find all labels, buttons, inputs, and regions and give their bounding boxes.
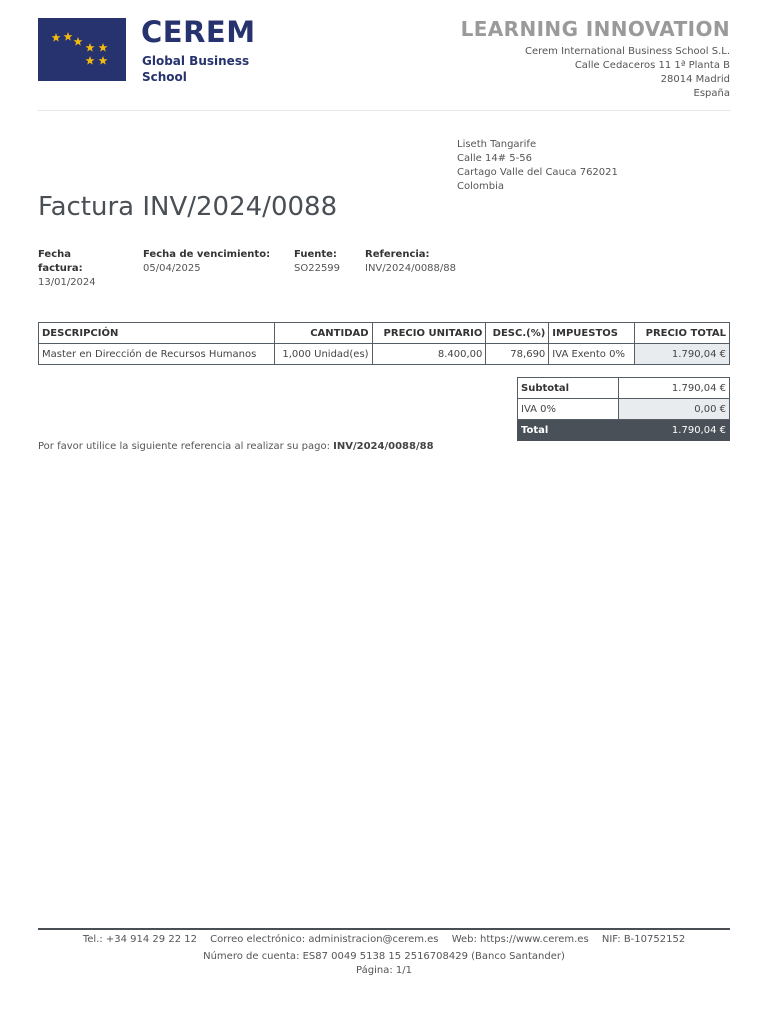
brand-subtitle	[142, 53, 249, 85]
footer-page-number: Página: 1/1	[356, 965, 412, 976]
payment-reference: INV/2024/0088/88	[333, 441, 434, 452]
brand-subtitle-line-2: School	[142, 70, 187, 84]
meta-label: Fecha factura:	[38, 249, 83, 274]
company-line: Calle Cedaceros 11 1ª Planta B	[574, 60, 730, 71]
brand-name: CEREM	[141, 15, 256, 49]
company-address	[525, 45, 730, 101]
customer-line: Liseth Tangarife	[457, 139, 537, 150]
tax-row	[518, 399, 730, 420]
meta-due-date	[143, 248, 283, 276]
col-header-taxes: IMPUESTOS	[549, 323, 635, 344]
col-header-discount: DESC.(%)	[486, 323, 549, 344]
meta-label: Referencia:	[365, 249, 430, 260]
company-line: 28014 Madrid	[660, 74, 730, 85]
meta-value: SO22599	[294, 263, 341, 274]
logo-emblem	[38, 18, 126, 81]
invoice-title: Factura INV/2024/0088	[38, 192, 338, 222]
table-header-row	[39, 323, 730, 344]
brand-subtitle-line-1: Global Business	[142, 54, 250, 68]
table-row	[39, 344, 730, 365]
stars-icon	[38, 18, 126, 81]
totals-table	[517, 377, 730, 441]
meta-value: 05/04/2025	[143, 263, 201, 274]
col-header-description: DESCRIPCIÓN	[39, 323, 275, 344]
subtotal-label: Subtotal	[518, 378, 619, 399]
cell-description: Master en Dirección de Recursos Humanos	[39, 344, 275, 365]
subtotal-row	[518, 378, 730, 399]
payment-instruction: Por favor utilice la siguiente referencia al realizar su pago:	[38, 441, 330, 452]
footer-nif: NIF: B-10752152	[601, 934, 686, 945]
invoice-lines-table	[38, 322, 730, 365]
footer-contact	[38, 934, 730, 945]
meta-value: 13/01/2024	[38, 277, 96, 288]
meta-label: Fuente:	[294, 249, 337, 260]
company-logo	[38, 17, 290, 83]
cell-quantity: 1,000 Unidad(es)	[274, 344, 372, 365]
footer-phone: Tel.: +34 914 29 22 12	[82, 934, 197, 945]
meta-value: INV/2024/0088/88	[365, 263, 457, 274]
footer-divider	[38, 928, 730, 930]
total-row	[518, 420, 730, 441]
col-header-total-price: PRECIO TOTAL	[635, 323, 730, 344]
cell-discount: 78,690	[486, 344, 549, 365]
meta-source	[294, 248, 354, 276]
cell-taxes: IVA Exento 0%	[549, 344, 635, 365]
subtotal-value: 1.790,04 €	[618, 378, 729, 399]
customer-line: Colombia	[457, 181, 504, 192]
col-header-unit-price: PRECIO UNITARIO	[372, 323, 486, 344]
total-label: Total	[518, 420, 619, 441]
footer-bank-account: Número de cuenta: ES87 0049 5138 15 2516708429 (Banco Santander)	[203, 951, 565, 962]
company-line: Cerem International Business School S.L.	[524, 46, 730, 57]
tax-value: 0,00 €	[618, 399, 729, 420]
footer-web: Web: https://www.cerem.es	[451, 934, 589, 945]
company-line: España	[693, 88, 730, 99]
cell-unit-price: 8.400,00	[372, 344, 486, 365]
meta-reference	[365, 248, 505, 276]
payment-reference-note	[38, 441, 434, 452]
customer-address	[457, 138, 618, 194]
meta-label: Fecha de vencimiento:	[143, 249, 271, 260]
meta-invoice-date	[38, 248, 98, 290]
customer-line: Cartago Valle del Cauca 762021	[457, 167, 618, 178]
total-value: 1.790,04 €	[618, 420, 729, 441]
header-divider	[38, 110, 730, 111]
cell-total-price: 1.790,04 €	[635, 344, 730, 365]
col-header-quantity: CANTIDAD	[274, 323, 372, 344]
tagline: LEARNING INNOVATION	[460, 17, 730, 41]
footer-email: Correo electrónico: administracion@cerem.es	[210, 934, 439, 945]
customer-line: Calle 14# 5-56	[457, 153, 532, 164]
tax-label: IVA 0%	[518, 399, 619, 420]
